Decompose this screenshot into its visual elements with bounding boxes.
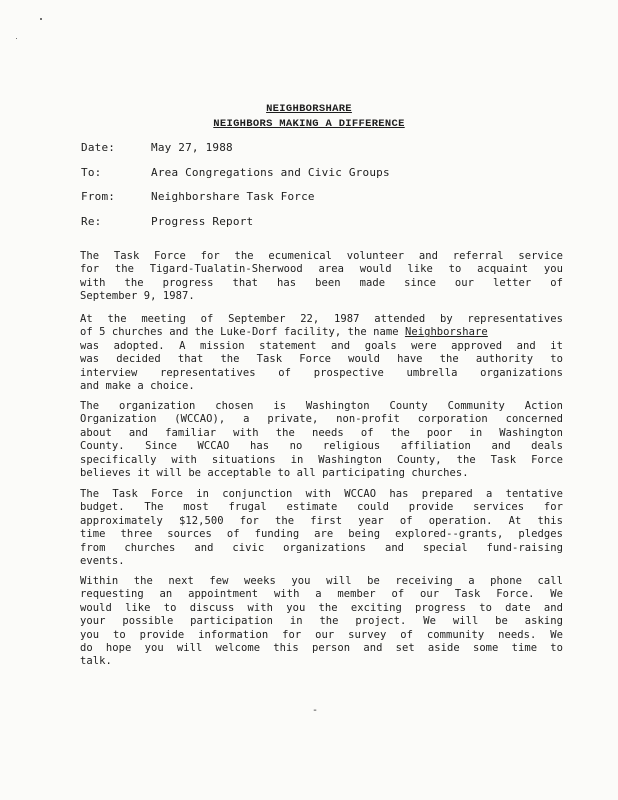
body-paragraph-4 (80, 488, 563, 568)
paragraph-line: requesting an appointment with a member of our Task Force. We (80, 588, 563, 601)
memo-value-to: Area Congregations and Civic Groups (151, 166, 390, 179)
paragraph-line: time three sources of funding are being explored--grants, pledges (80, 528, 563, 541)
paragraph-line: The Task Force in conjunction with WCCAO has prepared a tentative (80, 488, 563, 500)
paragraph-line: would like to discuss with you the exciting progress to date and (80, 601, 563, 614)
paragraph-line: about and familiar with the needs of the poor in Washington (80, 426, 563, 439)
paragraph-line: was adopted. A mission statement and goals were approved and it (80, 339, 563, 352)
paragraph-line: County. Since WCCAO has no religious affiliation and deals (80, 440, 563, 453)
neighborshare-name: Neighborshare (404, 326, 488, 339)
paragraph-line: talk. (80, 655, 112, 668)
paragraph-line: from churches and civic organizations and special fund-raising (80, 541, 563, 554)
memo-label-date: Date: (81, 141, 116, 154)
paragraph-line: for the Tigard-Tualatin-Sherwood area would like to acquaint you (80, 263, 563, 276)
paragraph-line: September 9, 1987. (80, 290, 195, 303)
paragraph-line: do hope you will welcome this person and set aside some time to (80, 642, 563, 655)
body-paragraph-3 (80, 400, 563, 480)
paragraph-line: and make a choice. (80, 380, 195, 393)
paragraph-line: The Task Force for the ecumenical volunteer and referral service (80, 250, 563, 262)
memo-value-re: Progress Report (151, 215, 254, 228)
paragraph-line: events. (80, 555, 125, 568)
paragraph-line: The organization chosen is Washington County Community Action (80, 400, 563, 412)
paragraph-line: you to provide information for our survey of community needs. We (80, 628, 563, 641)
memo-label-to: To: (81, 166, 102, 179)
memo-value-from: Neighborshare Task Force (151, 190, 315, 203)
paragraph-line: interview representatives of prospective umbrella organizations (80, 366, 563, 379)
paragraph-line: believes it will be acceptable to all participating churches. (80, 467, 469, 480)
paragraph-line: approximately $12,500 for the first year of operation. At this (80, 514, 563, 527)
paragraph-line: with the progress that has been made since our letter of (80, 276, 563, 289)
paragraph-line: your possible participation in the project. We will be asking (80, 615, 563, 628)
body-paragraph-2 (80, 313, 563, 393)
body-paragraph-1 (80, 250, 563, 304)
footer-mark: - (312, 705, 319, 716)
paragraph-line: was decided that the Task Force would have the authority to (80, 353, 563, 366)
letterhead-subtitle: NEIGHBORS MAKING A DIFFERENCE (213, 118, 405, 130)
memo-value-date: May 27, 1988 (151, 141, 233, 154)
paragraph-line: Within the next few weeks you will be receiving a phone call (80, 575, 563, 587)
paragraph-line: specifically with situations in Washington County, the Task Force (80, 453, 563, 466)
letterhead-title: NEIGHBORSHARE (266, 103, 352, 115)
paragraph-line: Organization (WCCAO), a private, non-profit corporation concerned (80, 413, 563, 426)
paragraph-line: of 5 churches and the Luke-Dorf facility, the name Neighborshare (80, 326, 488, 339)
paragraph-line: At the meeting of September 22, 1987 attended by representatives (80, 313, 563, 325)
memo-label-from: From: (81, 190, 116, 203)
memo-label-re: Re: (81, 215, 102, 228)
paragraph-line: budget. The most frugal estimate could provide services for (80, 501, 563, 514)
scan-speck (40, 18, 42, 20)
scan-speck (16, 38, 17, 39)
body-paragraph-5 (80, 575, 563, 669)
